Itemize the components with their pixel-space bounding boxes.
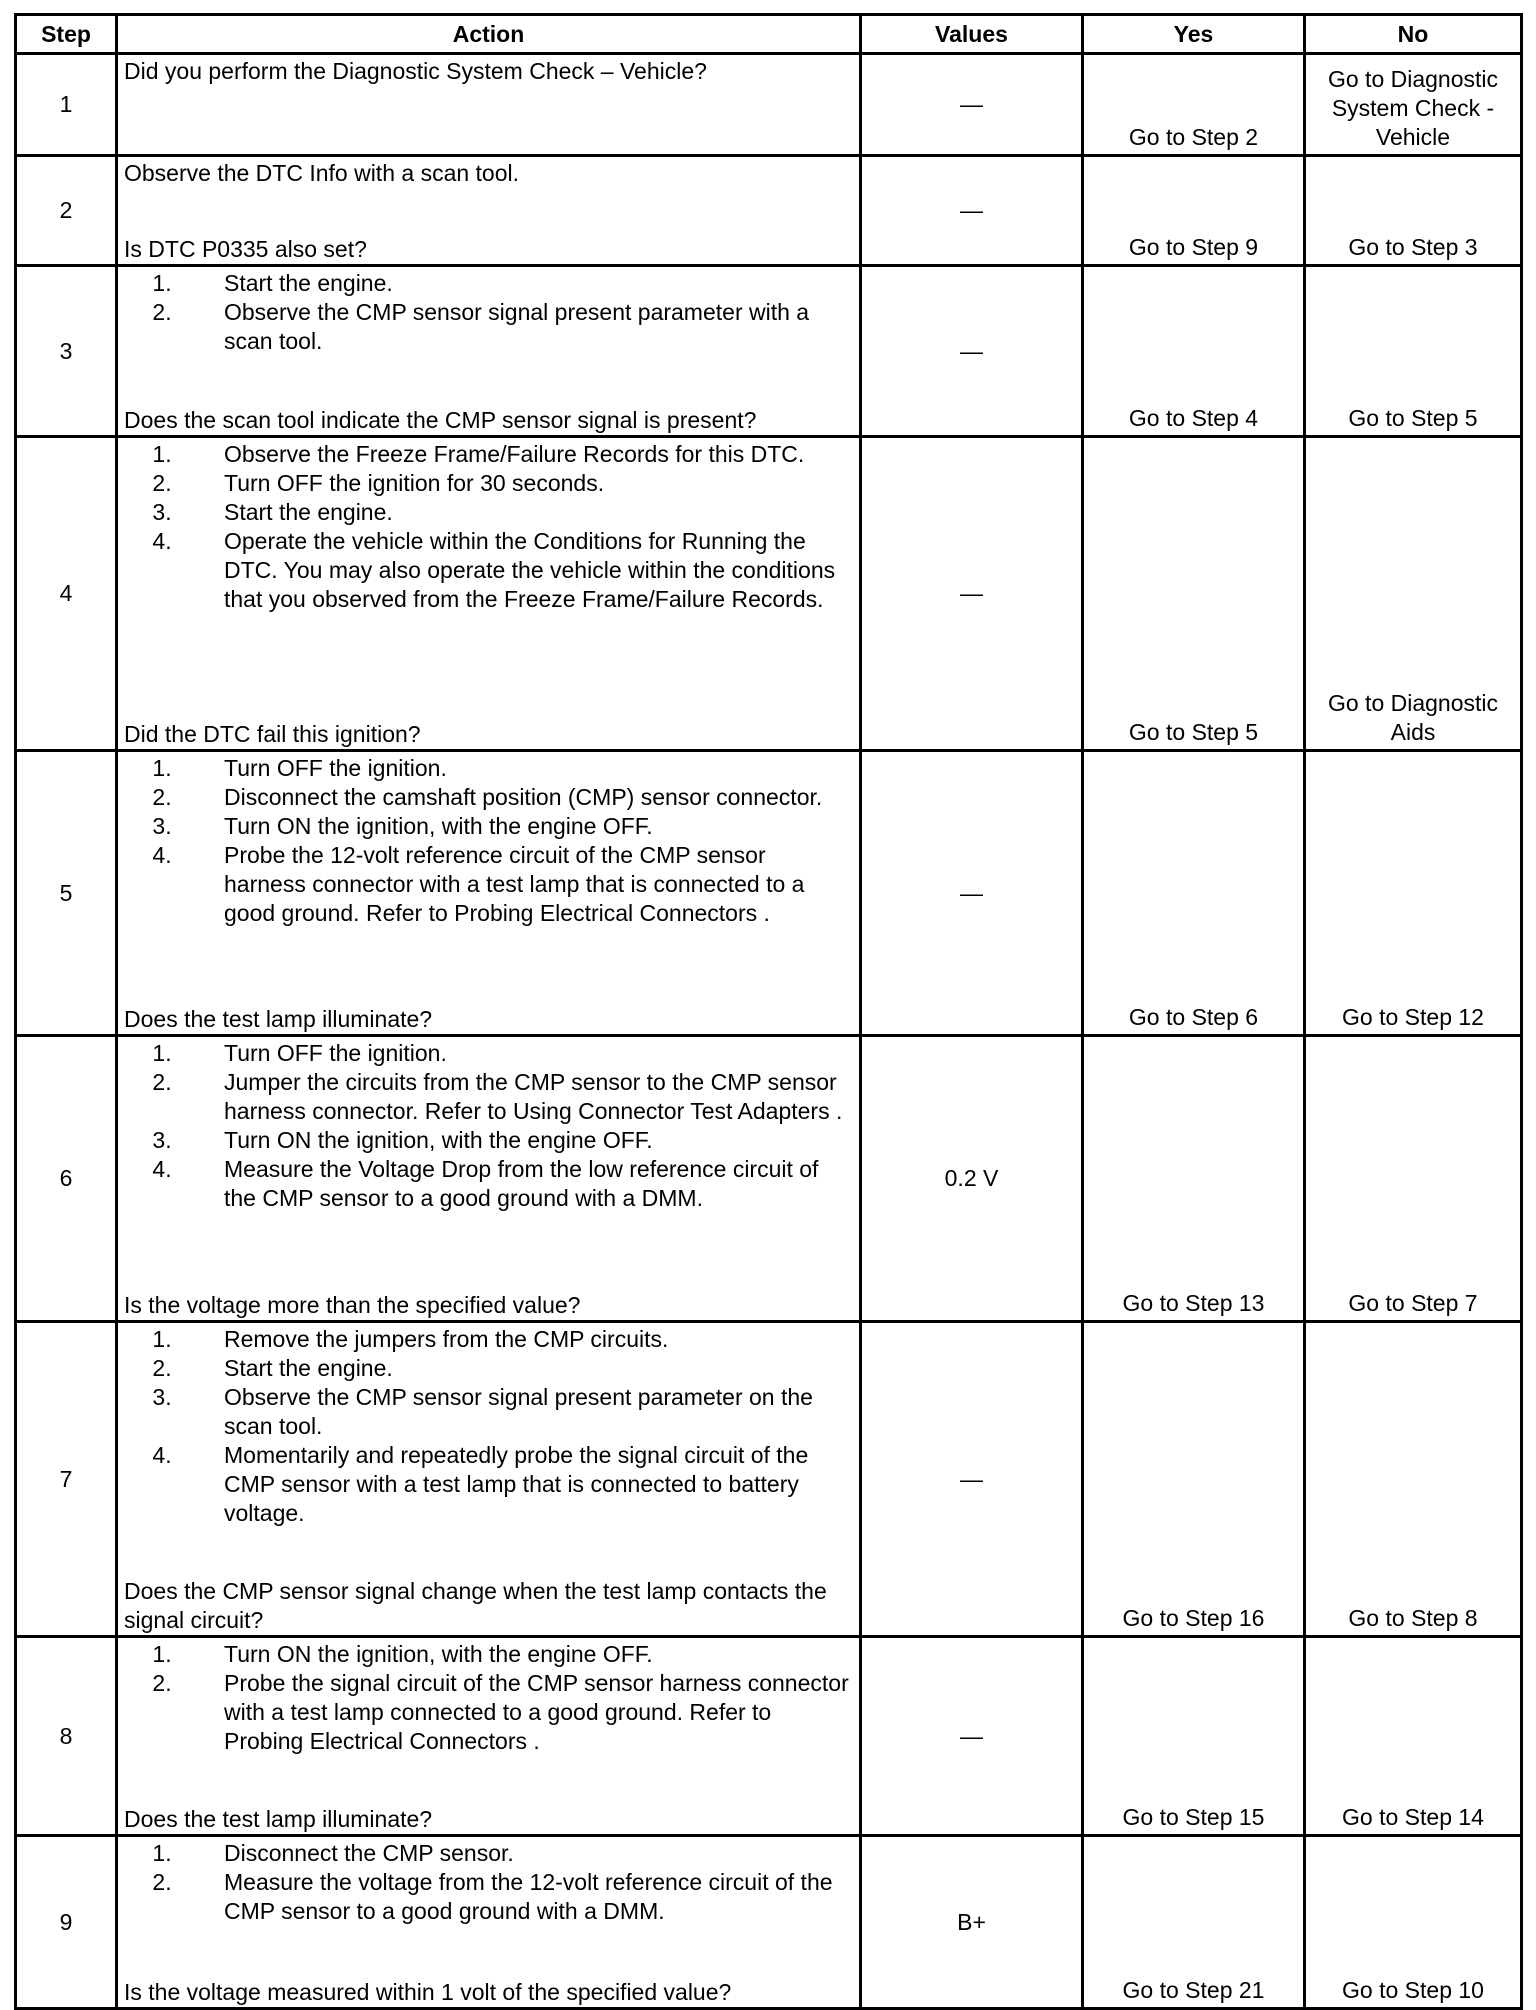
action-step-item: 1. Disconnect the CMP sensor. [178,1839,851,1868]
action-question: Is the voltage measured within 1 volt of the specified value? [124,1979,732,2005]
action-step-item: 2. Disconnect the camshaft position (CMP) sensor connector. [178,783,851,812]
value-cell: — [861,54,1083,156]
action-steps-list [124,440,851,614]
action-step-item: 2. Jumper the circuits from the CMP sensor to the CMP sensor harness connector. Refer to Using Connector Test Adapters . [178,1068,851,1126]
table-row [16,1836,1522,2009]
value-cell: — [861,1637,1083,1836]
yes-link[interactable]: Go to Step 21 [1083,1836,1305,2009]
action-question: Did the DTC fail this ignition? [124,721,421,747]
action-cell [117,54,861,156]
value-cell: — [861,156,1083,266]
action-steps-list [124,1325,851,1528]
action-steps-list [124,269,851,356]
yes-link[interactable]: Go to Step 2 [1083,54,1305,156]
action-step-item: 3. Turn ON the ignition, with the engine OFF. [178,812,851,841]
action-cell [117,1637,861,1836]
header-action: Action [117,15,861,54]
yes-link[interactable]: Go to Step 9 [1083,156,1305,266]
diagnostic-table [14,13,1523,2010]
table-row [16,266,1522,437]
action-step-item: 3. Start the engine. [178,498,851,527]
table-row [16,1322,1522,1637]
action-step-item: 2. Turn OFF the ignition for 30 seconds. [178,469,851,498]
action-question: Does the scan tool indicate the CMP sensor signal is present? [124,407,757,433]
yes-link[interactable]: Go to Step 16 [1083,1322,1305,1637]
action-cell [117,1836,861,2009]
action-step-item: 2. Observe the CMP sensor signal present parameter with a scan tool. [178,298,851,356]
step-number: 2 [16,156,117,266]
action-question: Is the voltage more than the specified value? [124,1292,581,1318]
header-step: Step [16,15,117,54]
action-cell [117,266,861,437]
step-number: 3 [16,266,117,437]
value-cell: — [861,437,1083,751]
table-row [16,437,1522,751]
step-number: 7 [16,1322,117,1637]
action-intro: Observe the DTC Info with a scan tool. [124,160,520,186]
step-number: 8 [16,1637,117,1836]
action-step-item: 4. Probe the 12-volt reference circuit of the CMP sensor harness connector with a test lamp that is connected to a good ground. Refer to Probing Electrical Connectors . [178,841,851,928]
header-no: No [1305,15,1522,54]
action-cell [117,437,861,751]
table-row [16,54,1522,156]
action-cell [117,751,861,1036]
no-link[interactable]: Go to Step 12 [1305,751,1522,1036]
action-step-item: 1. Turn OFF the ignition. [178,1039,851,1068]
action-question: Does the test lamp illuminate? [124,1006,433,1032]
action-step-item: 1. Start the engine. [178,269,851,298]
yes-link[interactable]: Go to Step 13 [1083,1036,1305,1322]
action-step-item: 1. Remove the jumpers from the CMP circuits. [178,1325,851,1354]
table-row [16,1637,1522,1836]
action-step-item: 3. Observe the CMP sensor signal present parameter on the scan tool. [178,1383,851,1441]
action-steps-list [124,1640,851,1756]
step-number: 4 [16,437,117,751]
yes-link[interactable]: Go to Step 4 [1083,266,1305,437]
value-cell: 0.2 V [861,1036,1083,1322]
action-steps-list [124,1839,851,1926]
value-cell: B+ [861,1836,1083,2009]
table-body [16,54,1522,2009]
no-link[interactable]: Go to Diagnostic System Check - Vehicle [1305,54,1522,156]
yes-link[interactable]: Go to Step 6 [1083,751,1305,1036]
value-cell: — [861,751,1083,1036]
table-row [16,1036,1522,1322]
no-link[interactable]: Go to Step 8 [1305,1322,1522,1637]
step-number: 9 [16,1836,117,2009]
action-intro: Did you perform the Diagnostic System Check – Vehicle? [124,58,707,84]
action-step-item: 2. Start the engine. [178,1354,851,1383]
step-number: 6 [16,1036,117,1322]
step-number: 1 [16,54,117,156]
header-yes: Yes [1083,15,1305,54]
value-cell: — [861,1322,1083,1637]
action-step-item: 4. Momentarily and repeatedly probe the signal circuit of the CMP sensor with a test lamp that is connected to battery voltage. [178,1441,851,1528]
no-link[interactable]: Go to Step 10 [1305,1836,1522,2009]
yes-link[interactable]: Go to Step 5 [1083,437,1305,751]
action-step-item: 1. Turn ON the ignition, with the engine OFF. [178,1640,851,1669]
action-step-item: 3. Turn ON the ignition, with the engine OFF. [178,1126,851,1155]
table-row [16,751,1522,1036]
no-link[interactable]: Go to Diagnostic Aids [1305,437,1522,751]
action-step-item: 1. Turn OFF the ignition. [178,754,851,783]
no-link[interactable]: Go to Step 3 [1305,156,1522,266]
action-question: Does the test lamp illuminate? [124,1806,433,1832]
no-link[interactable]: Go to Step 14 [1305,1637,1522,1836]
no-link[interactable]: Go to Step 5 [1305,266,1522,437]
table-row [16,156,1522,266]
header-values: Values [861,15,1083,54]
action-step-item: 1. Observe the Freeze Frame/Failure Records for this DTC. [178,440,851,469]
header-row [16,15,1522,54]
action-step-item: 4. Measure the Voltage Drop from the low reference circuit of the CMP sensor to a good ground with a DMM. [178,1155,851,1213]
action-cell [117,1036,861,1322]
action-steps-list [124,754,851,928]
step-number: 5 [16,751,117,1036]
action-step-item: 4. Operate the vehicle within the Conditions for Running the DTC. You may also operate the vehicle within the conditions that you observed from the Freeze Frame/Failure Records. [178,527,851,614]
action-cell [117,1322,861,1637]
action-step-item: 2. Probe the signal circuit of the CMP sensor harness connector with a test lamp connected to a good ground. Refer to Probing Electrical Connectors . [178,1669,851,1756]
action-question: Is DTC P0335 also set? [124,236,367,262]
value-cell: — [861,266,1083,437]
action-cell [117,156,861,266]
action-steps-list [124,1039,851,1213]
no-link[interactable]: Go to Step 7 [1305,1036,1522,1322]
action-question: Does the CMP sensor signal change when the test lamp contacts the signal circuit? [124,1578,827,1633]
yes-link[interactable]: Go to Step 15 [1083,1637,1305,1836]
action-step-item: 2. Measure the voltage from the 12-volt reference circuit of the CMP sensor to a good ground with a DMM. [178,1868,851,1926]
